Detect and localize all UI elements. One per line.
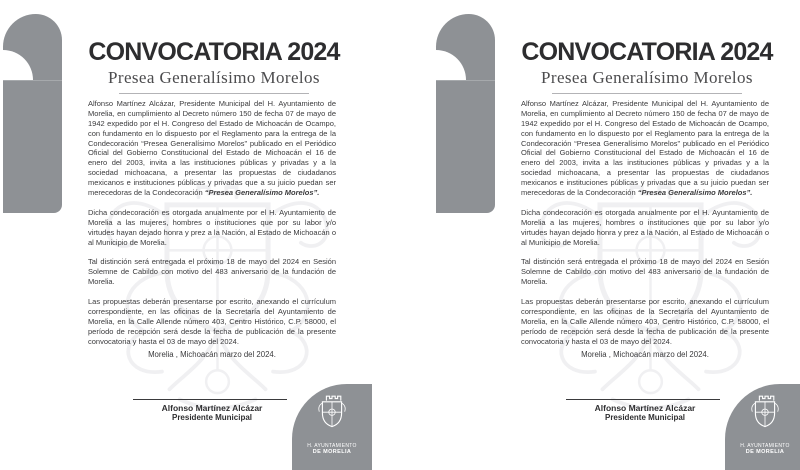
document-subtitle: Presea Generalísimo Morelos (108, 68, 320, 87)
document-body (88, 99, 336, 357)
document-subtitle: Presea Generalísimo Morelos (541, 68, 753, 87)
paragraph-4: Las propuestas deberán presentarse por escrito, anexando el currículum correspondiente, en las oficinas de la Secretaría del Ayuntamiento de Morelia, en la Calle Allende número 403, Centro Histórico, C.P. 58000, el período de recepción será desde la fecha de publicación de la presente convocatoria y hasta el 03 de mayo del 2024. (88, 297, 336, 346)
document-page-left (0, 0, 372, 470)
date-line: Morelia , Michoacán marzo del 2024. (581, 350, 709, 359)
signature-rule (566, 399, 720, 400)
document-title: CONVOCATORIA 2024 (88, 38, 340, 66)
paragraph-3: Tal distinción será entregada el próximo 18 de mayo del 2024 en Sesión Solemne de Cabildo con motivo del 483 aniversario de la fundación de Morelia. (88, 257, 336, 287)
title-divider (119, 93, 309, 94)
seal-line-1: H. AYUNTAMIENTO (740, 443, 790, 449)
paragraph-1: Alfonso Martínez Alcázar, Presidente Municipal del H. Ayuntamiento de Morelia, en cumplimiento al Decreto número 150 de fecha 07 de mayo de 1942 expedido por el H. Congreso del Estado de Michoacán de Ocampo, con fundamento en lo dispuesto por el Reglamento para la entrega de la Condecoración “Presea Generalísimo Morelos” publicado en el Periódico Oficial del Gobierno Constitucional del Estado de Michoacán el 16 de enero del 2003, invita a las instituciones públicas y privadas y a la sociedad michoacana, a presentar las propuestas de ciudadanos mexicanos e instituciones públicas y privadas que a su juicio puedan ser merecedoras de la Condecoración “Presea Generalísimo Morelos”. (521, 99, 769, 198)
signature-role: Presidente Municipal (171, 413, 253, 422)
signature-role: Presidente Municipal (604, 413, 686, 422)
date-line: Morelia , Michoacán marzo del 2024. (148, 350, 276, 359)
signature-rule (133, 399, 287, 400)
seal-line-2: DE MORELIA (312, 449, 352, 455)
document-page-right (433, 0, 800, 470)
seal-text (292, 443, 372, 455)
city-seal-icon (749, 393, 781, 433)
paragraph-3: Tal distinción será entregada el próximo 18 de mayo del 2024 en Sesión Solemne de Cabildo con motivo del 483 aniversario de la fundación de Morelia. (521, 257, 769, 287)
paragraph-2: Dicha condecoración es otorgada anualmente por el H. Ayuntamiento de Morelia a las mujeres, hombres o instituciones que por su labor y/o virtudes hayan dejado honra y prez a la Nación, al Estado de Michoacán o al Municipio de Morelia. (88, 207, 336, 247)
seal-line-1: H. AYUNTAMIENTO (307, 443, 357, 449)
paragraph-2: Dicha condecoración es otorgada anualmente por el H. Ayuntamiento de Morelia a las mujeres, hombres o instituciones que por su labor y/o virtudes hayan dejado honra y prez a la Nación, al Estado de Michoacán o al Municipio de Morelia. (521, 207, 769, 247)
document-body (521, 99, 769, 357)
title-divider (552, 93, 742, 94)
paragraph-1: Alfonso Martínez Alcázar, Presidente Municipal del H. Ayuntamiento de Morelia, en cumplimiento al Decreto número 150 de fecha 07 de mayo de 1942 expedido por el H. Congreso del Estado de Michoacán de Ocampo, con fundamento en lo dispuesto por el Reglamento para la entrega de la Condecoración “Presea Generalísimo Morelos” publicado en el Periódico Oficial del Gobierno Constitucional del Estado de Michoacán el 16 de enero del 2003, invita a las instituciones públicas y privadas y a la sociedad michoacana, a presentar las propuestas de ciudadanos mexicanos e instituciones públicas y privadas que a su juicio puedan ser merecedoras de la Condecoración “Presea Generalísimo Morelos”. (88, 99, 336, 198)
signature-name: Alfonso Martínez Alcázar (594, 403, 696, 413)
document-title: CONVOCATORIA 2024 (521, 38, 773, 66)
seal-text (725, 443, 800, 455)
seal-line-2: DE MORELIA (745, 449, 785, 455)
city-seal-icon (316, 393, 348, 433)
signature-name: Alfonso Martínez Alcázar (161, 403, 263, 413)
paragraph-4: Las propuestas deberán presentarse por escrito, anexando el currículum correspondiente, en las oficinas de la Secretaría del Ayuntamiento de Morelia, en la Calle Allende número 403, Centro Histórico, C.P. 58000, el período de recepción será desde la fecha de publicación de la presente convocatoria y hasta el 03 de mayo del 2024. (521, 297, 769, 346)
